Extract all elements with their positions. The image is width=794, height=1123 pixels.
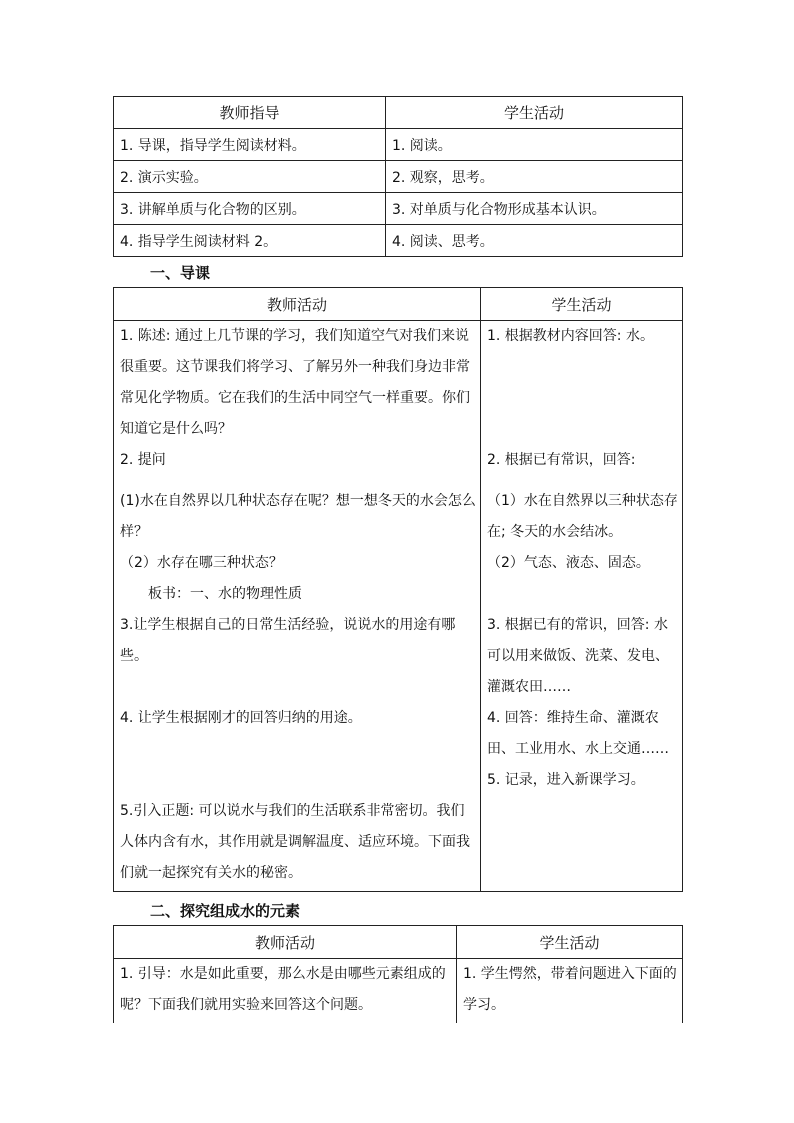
elements-activity-table <box>113 925 683 1023</box>
table-header-row <box>114 97 683 129</box>
column-header-student-activity: 学生活动 <box>457 926 683 959</box>
student-step-2: 2. 根据已有常识，回答: <box>487 452 636 468</box>
teacher-question-1: (1)水在自然界以几种状态存在呢？想一想冬天的水会怎么样？ <box>120 493 476 540</box>
table-cell: 3. 对单质与化合物形成基本认识。 <box>386 193 683 225</box>
student-step-1: 1. 根据教材内容回答: 水。 <box>487 328 654 344</box>
student-step-5: 5. 记录，进入新课学习。 <box>487 772 645 788</box>
table-row <box>114 225 683 257</box>
table-row <box>114 161 683 193</box>
table-header-row <box>114 926 683 959</box>
student-activity-cell <box>481 321 683 892</box>
teacher-activity-cell: 1. 引导：水是如此重要，那么水是由哪些元素组成的呢？下面我们就用实验来回答这个问题。 <box>114 959 457 1024</box>
teacher-activity-cell <box>114 321 481 892</box>
table-row <box>114 959 683 1024</box>
column-header-teacher-activity: 教师活动 <box>114 288 481 321</box>
section-heading-elements: 二、探究组成水的元素 <box>150 902 301 920</box>
table-row <box>114 129 683 161</box>
student-activity-cell: 1. 学生愕然，带着问题进入下面的学习。 <box>457 959 683 1024</box>
table-cell: 3. 讲解单质与化合物的区别。 <box>114 193 386 225</box>
table-cell: 4. 指导学生阅读材料 2。 <box>114 225 386 257</box>
table-row <box>114 321 683 892</box>
table-cell: 4. 阅读、思考。 <box>386 225 683 257</box>
column-header-teacher-activity: 教师活动 <box>114 926 457 959</box>
student-step-4: 4. 回答：维持生命、灌溉农田、工业用水、水上交通…… <box>487 710 669 757</box>
column-header-student-activity: 学生活动 <box>481 288 683 321</box>
student-answer-1: （1）水在自然界以三种状态存在; 冬天的水会结冰。 <box>487 493 678 540</box>
table-cell: 2. 观察，思考。 <box>386 161 683 193</box>
teacher-step-4: 4. 让学生根据刚才的回答归纳的用途。 <box>120 710 362 726</box>
overview-table <box>113 96 683 257</box>
student-step-3: 3. 根据已有的常识，回答: 水可以用来做饭、洗菜、发电、灌溉农田…… <box>487 617 669 695</box>
intro-activity-table <box>113 287 683 892</box>
column-header-student-activity: 学生活动 <box>386 97 683 129</box>
teacher-step-3: 3.让学生根据自己的日常生活经验，说说水的用途有哪些。 <box>120 617 456 664</box>
table-header-row <box>114 288 683 321</box>
table-row <box>114 193 683 225</box>
section-heading-intro: 一、导课 <box>150 264 211 282</box>
table-cell: 1. 阅读。 <box>386 129 683 161</box>
teacher-board-note: 板书：一、水的物理性质 <box>148 586 302 602</box>
table-cell: 1. 导课，指导学生阅读材料。 <box>114 129 386 161</box>
teacher-question-2: （2）水存在哪三种状态？ <box>120 555 283 571</box>
student-answer-2: （2）气态、液态、固态。 <box>487 555 650 571</box>
teacher-step-2: 2. 提问 <box>120 452 166 468</box>
table-cell: 2. 演示实验。 <box>114 161 386 193</box>
column-header-teacher-guidance: 教师指导 <box>114 97 386 129</box>
teacher-step-1: 1. 陈述: 通过上几节课的学习，我们知道空气对我们来说很重要。这节课我们将学习、了解另外一种我们身边非常常见化学物质。它在我们的生活中同空气一样重要。你们知道它是什么吗？ <box>120 328 470 437</box>
teacher-step-5: 5.引入正题: 可以说水与我们的生活联系非常密切。我们人体内含有水，其作用就是调解温度、适应环境。下面我们就一起探究有关水的秘密。 <box>120 803 470 881</box>
